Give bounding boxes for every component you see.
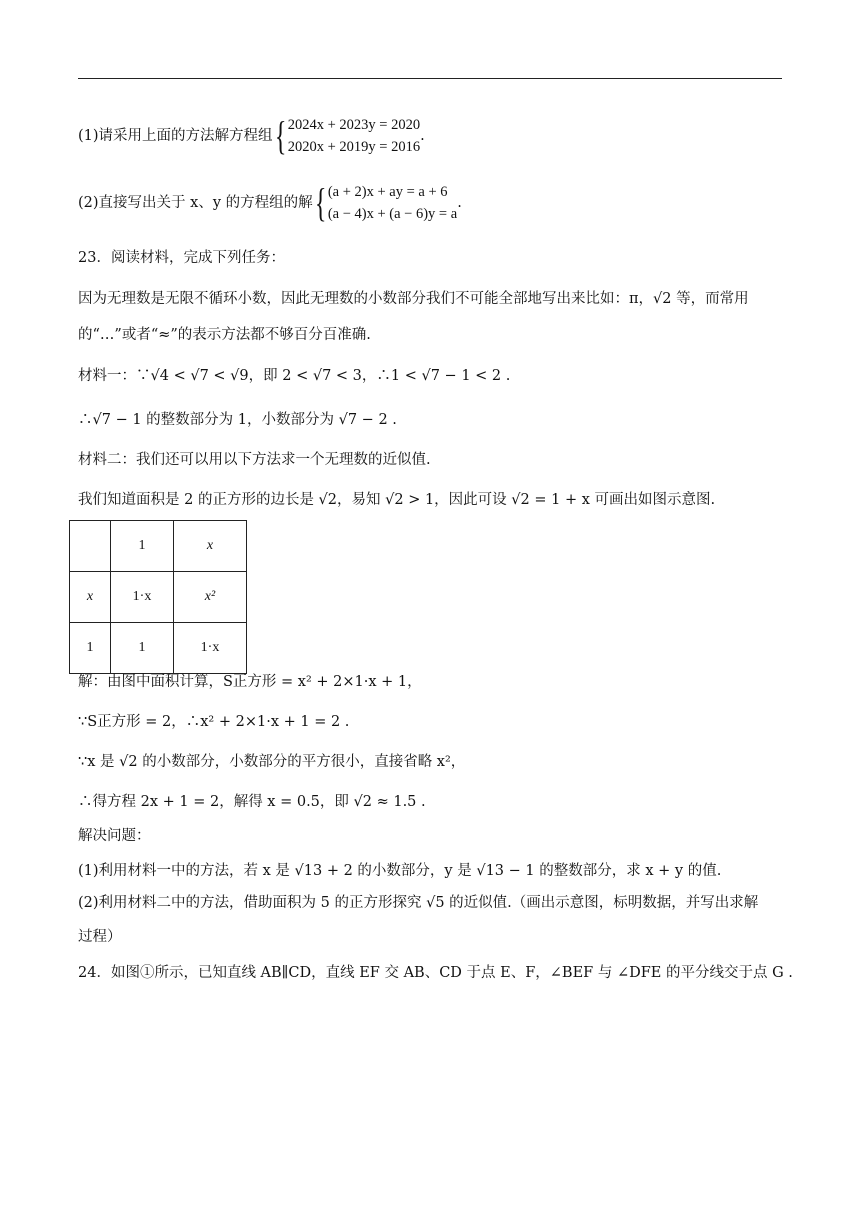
p24-text: 24．如图①所示，已知直线 AB∥CD，直线 EF 交 AB、CD 于点 E、F，∠BEF 与 ∠DFE 的平分线交于点 G . [78, 965, 793, 981]
q1-lead: (1)请采用上面的方法解方程组 [78, 128, 273, 144]
material2-line1: 材料二：我们还可以用以下方法求一个无理数的近似值. [78, 452, 431, 468]
table-row [70, 521, 247, 572]
table-row [70, 623, 247, 674]
table-cell: x [70, 572, 111, 623]
task2-line1: (2)利用材料二中的方法，借助面积为 5 的正方形探究 √5 的近似值.（画出示意图，标明数据，并写出求解 [78, 895, 759, 911]
p23-title: 23．阅读材料，完成下列任务： [78, 250, 285, 266]
table-cell [70, 521, 111, 572]
material1-line1: 材料一：∵√4 < √7 < √9，即 2 < √7 < 3，∴1 < √7 − 1 < 2 . [78, 368, 511, 384]
table-cell: x [174, 521, 247, 572]
q1-end: . [420, 128, 425, 144]
p23-intro-2: 的“…”或者“≈”的表示方法都不够百分百准确. [78, 327, 371, 343]
table-cell: 1 [111, 623, 174, 674]
area-diagram-table [69, 520, 247, 674]
q2-end: . [457, 195, 462, 211]
table-cell: x² [174, 572, 247, 623]
q2-brace: { [314, 180, 327, 225]
table-row [70, 572, 247, 623]
header-rule [78, 78, 782, 79]
q1-line [78, 114, 425, 158]
q1-eq2: 2020x + 2019y = 2016 [287, 139, 421, 155]
solution-line3: ∵x 是 √2 的小数部分，小数部分的平方很小，直接省略 x²， [78, 754, 466, 770]
solution-line4: ∴得方程 2x + 1 = 2，解得 x = 0.5，即 √2 ≈ 1.5 . [78, 794, 426, 810]
task2-line2: 过程） [78, 929, 122, 945]
q1-eq1: 2024x + 2023y = 2020 [287, 117, 421, 133]
q2-eq2: (a − 4)x + (a − 6)y = a [327, 206, 458, 222]
table-cell: 1 [70, 623, 111, 674]
q1-system [288, 114, 420, 158]
material1-line2: ∴√7 − 1 的整数部分为 1，小数部分为 √7 − 2 . [78, 412, 397, 428]
solve-heading: 解决问题： [78, 828, 151, 844]
solution-line2: ∵S正方形 = 2，∴x² + 2×1·x + 1 = 2 . [78, 714, 350, 730]
table-cell: 1·x [174, 623, 247, 674]
table-cell: 1 [111, 521, 174, 572]
q2-line [78, 181, 462, 225]
q1-brace: { [274, 113, 286, 158]
task1: (1)利用材料一中的方法，若 x 是 √13 + 2 的小数部分，y 是 √13 − 1 的整数部分，求 x + y 的值. [78, 863, 722, 879]
p23-intro-1: 因为无理数是无限不循环小数，因此无理数的小数部分我们不可能全部地写出来比如：π，√2 等，而常用 [78, 291, 749, 307]
solution-line1: 解：由图中面积计算，S正方形 = x² + 2×1·x + 1， [78, 674, 422, 690]
q2-system [328, 181, 457, 225]
table-cell: 1·x [111, 572, 174, 623]
q2-lead: (2)直接写出关于 x、y 的方程组的解 [78, 195, 313, 211]
q2-eq1: (a + 2)x + ay = a + 6 [327, 184, 448, 200]
material2-line2: 我们知道面积是 2 的正方形的边长是 √2，易知 √2 > 1，因此可设 √2 = 1 + x 可画出如图示意图. [78, 492, 716, 508]
